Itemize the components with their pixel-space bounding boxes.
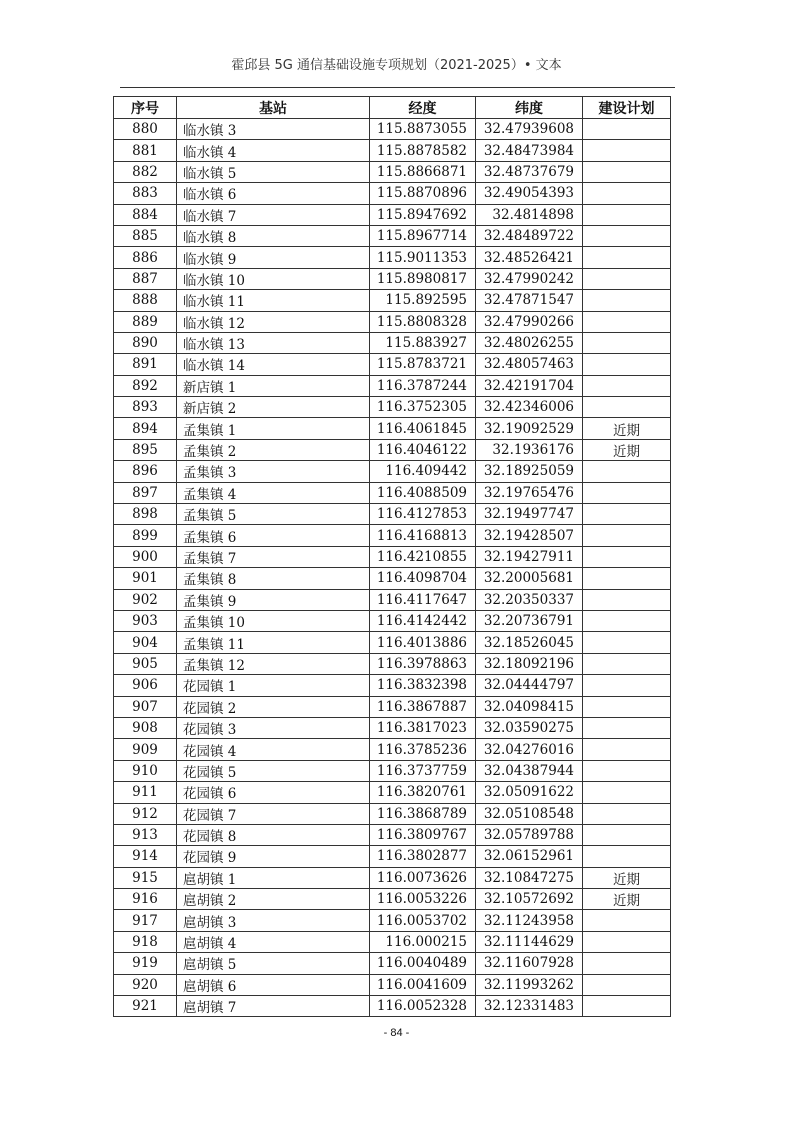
cell-station: 孟集镇 2 — [177, 439, 370, 460]
cell-station: 花园镇 7 — [177, 803, 370, 824]
col-header-longitude: 经度 — [370, 97, 476, 119]
cell-plan — [583, 696, 671, 717]
cell-index: 884 — [114, 204, 177, 225]
table-row — [114, 268, 671, 289]
cell-station: 新店镇 2 — [177, 397, 370, 418]
cell-longitude: 116.4210855 — [370, 546, 476, 567]
cell-station: 花园镇 8 — [177, 824, 370, 845]
table-row — [114, 974, 671, 995]
cell-station: 孟集镇 10 — [177, 610, 370, 631]
table-row — [114, 910, 671, 931]
cell-station: 花园镇 2 — [177, 696, 370, 717]
cell-longitude: 116.0040489 — [370, 953, 476, 974]
cell-latitude: 32.48737679 — [476, 161, 583, 182]
table-row — [114, 418, 671, 439]
cell-plan — [583, 525, 671, 546]
cell-plan — [583, 653, 671, 674]
cell-station: 花园镇 1 — [177, 675, 370, 696]
cell-latitude: 32.19427911 — [476, 546, 583, 567]
cell-plan — [583, 717, 671, 738]
cell-longitude: 116.3820761 — [370, 782, 476, 803]
table-row — [114, 846, 671, 867]
cell-index: 914 — [114, 846, 177, 867]
cell-latitude: 32.19765476 — [476, 482, 583, 503]
table-row — [114, 525, 671, 546]
table-row — [114, 225, 671, 246]
cell-longitude: 116.4046122 — [370, 439, 476, 460]
cell-longitude: 116.0053702 — [370, 910, 476, 931]
col-header-station: 基站 — [177, 97, 370, 119]
cell-plan — [583, 675, 671, 696]
cell-longitude: 116.3787244 — [370, 375, 476, 396]
cell-latitude: 32.1936176 — [476, 439, 583, 460]
cell-plan — [583, 632, 671, 653]
cell-station: 孟集镇 3 — [177, 461, 370, 482]
table-row — [114, 546, 671, 567]
cell-index: 887 — [114, 268, 177, 289]
cell-latitude: 32.11993262 — [476, 974, 583, 995]
cell-plan — [583, 375, 671, 396]
cell-plan — [583, 161, 671, 182]
cell-latitude: 32.05108548 — [476, 803, 583, 824]
cell-index: 908 — [114, 717, 177, 738]
cell-plan — [583, 119, 671, 140]
cell-longitude: 116.3752305 — [370, 397, 476, 418]
cell-plan — [583, 846, 671, 867]
cell-index: 904 — [114, 632, 177, 653]
cell-plan — [583, 140, 671, 161]
cell-index: 881 — [114, 140, 177, 161]
table-row — [114, 867, 671, 888]
cell-station: 临水镇 9 — [177, 247, 370, 268]
cell-latitude: 32.18092196 — [476, 653, 583, 674]
table-row — [114, 931, 671, 952]
cell-longitude: 115.883927 — [370, 332, 476, 353]
col-header-index: 序号 — [114, 97, 177, 119]
cell-station: 临水镇 11 — [177, 290, 370, 311]
table-row — [114, 140, 671, 161]
cell-latitude: 32.47990266 — [476, 311, 583, 332]
page-number: - 84 - — [383, 1027, 410, 1039]
cell-longitude: 116.000215 — [370, 931, 476, 952]
cell-latitude: 32.04387944 — [476, 760, 583, 781]
cell-longitude: 116.4061845 — [370, 418, 476, 439]
table-row — [114, 482, 671, 503]
cell-index: 894 — [114, 418, 177, 439]
cell-index: 919 — [114, 953, 177, 974]
cell-station: 临水镇 14 — [177, 354, 370, 375]
table-row — [114, 889, 671, 910]
cell-longitude: 115.8873055 — [370, 119, 476, 140]
base-station-table — [113, 96, 671, 1017]
cell-station: 新店镇 1 — [177, 375, 370, 396]
table-row — [114, 247, 671, 268]
cell-latitude: 32.11243958 — [476, 910, 583, 931]
table-row — [114, 739, 671, 760]
cell-index: 917 — [114, 910, 177, 931]
table-body — [114, 119, 671, 1017]
cell-latitude: 32.4814898 — [476, 204, 583, 225]
cell-latitude: 32.12331483 — [476, 996, 583, 1017]
cell-longitude: 116.4168813 — [370, 525, 476, 546]
cell-index: 903 — [114, 610, 177, 631]
col-header-plan: 建设计划 — [583, 97, 671, 119]
cell-longitude: 116.3832398 — [370, 675, 476, 696]
cell-longitude: 116.0041609 — [370, 974, 476, 995]
cell-latitude: 32.20005681 — [476, 568, 583, 589]
cell-longitude: 116.3785236 — [370, 739, 476, 760]
cell-plan — [583, 568, 671, 589]
cell-index: 901 — [114, 568, 177, 589]
cell-station: 孟集镇 12 — [177, 653, 370, 674]
cell-index: 913 — [114, 824, 177, 845]
cell-longitude: 116.3809767 — [370, 824, 476, 845]
cell-index: 909 — [114, 739, 177, 760]
cell-latitude: 32.48473984 — [476, 140, 583, 161]
cell-longitude: 116.0053226 — [370, 889, 476, 910]
cell-index: 896 — [114, 461, 177, 482]
table-row — [114, 996, 671, 1017]
cell-plan — [583, 332, 671, 353]
cell-station: 孟集镇 9 — [177, 589, 370, 610]
cell-latitude: 32.48526421 — [476, 247, 583, 268]
cell-station: 花园镇 5 — [177, 760, 370, 781]
cell-station: 孟集镇 1 — [177, 418, 370, 439]
cell-plan — [583, 760, 671, 781]
table-row — [114, 675, 671, 696]
cell-latitude: 32.04276016 — [476, 739, 583, 760]
cell-index: 893 — [114, 397, 177, 418]
cell-latitude: 32.18526045 — [476, 632, 583, 653]
cell-station: 扈胡镇 5 — [177, 953, 370, 974]
cell-index: 891 — [114, 354, 177, 375]
cell-index: 880 — [114, 119, 177, 140]
cell-station: 花园镇 4 — [177, 739, 370, 760]
cell-plan: 近期 — [583, 439, 671, 460]
cell-index: 907 — [114, 696, 177, 717]
table-row — [114, 717, 671, 738]
cell-latitude: 32.10847275 — [476, 867, 583, 888]
table-row — [114, 568, 671, 589]
table-row — [114, 290, 671, 311]
cell-station: 临水镇 8 — [177, 225, 370, 246]
cell-station: 扈胡镇 1 — [177, 867, 370, 888]
cell-plan — [583, 225, 671, 246]
cell-latitude: 32.20350337 — [476, 589, 583, 610]
cell-latitude: 32.19497747 — [476, 504, 583, 525]
cell-longitude: 116.3802877 — [370, 846, 476, 867]
cell-station: 孟集镇 4 — [177, 482, 370, 503]
cell-index: 899 — [114, 525, 177, 546]
cell-plan — [583, 247, 671, 268]
cell-latitude: 32.05789788 — [476, 824, 583, 845]
cell-plan — [583, 589, 671, 610]
cell-station: 临水镇 5 — [177, 161, 370, 182]
cell-longitude: 115.8808328 — [370, 311, 476, 332]
cell-index: 898 — [114, 504, 177, 525]
cell-latitude: 32.47990242 — [476, 268, 583, 289]
cell-plan — [583, 824, 671, 845]
cell-plan — [583, 354, 671, 375]
cell-station: 临水镇 13 — [177, 332, 370, 353]
table-row — [114, 610, 671, 631]
table-row — [114, 953, 671, 974]
cell-longitude: 116.4127853 — [370, 504, 476, 525]
cell-index: 890 — [114, 332, 177, 353]
cell-plan — [583, 204, 671, 225]
cell-plan — [583, 183, 671, 204]
cell-plan — [583, 782, 671, 803]
cell-index: 911 — [114, 782, 177, 803]
table-row — [114, 439, 671, 460]
cell-index: 888 — [114, 290, 177, 311]
cell-longitude: 115.8947692 — [370, 204, 476, 225]
cell-longitude: 116.4117647 — [370, 589, 476, 610]
cell-longitude: 116.0073626 — [370, 867, 476, 888]
cell-plan — [583, 953, 671, 974]
cell-latitude: 32.03590275 — [476, 717, 583, 738]
cell-longitude: 115.8866871 — [370, 161, 476, 182]
cell-latitude: 32.42191704 — [476, 375, 583, 396]
col-header-latitude: 纬度 — [476, 97, 583, 119]
cell-plan — [583, 910, 671, 931]
cell-station: 花园镇 9 — [177, 846, 370, 867]
cell-station: 扈胡镇 3 — [177, 910, 370, 931]
cell-index: 889 — [114, 311, 177, 332]
cell-index: 886 — [114, 247, 177, 268]
cell-longitude: 115.8783721 — [370, 354, 476, 375]
cell-station: 临水镇 3 — [177, 119, 370, 140]
cell-longitude: 115.8878582 — [370, 140, 476, 161]
cell-index: 902 — [114, 589, 177, 610]
cell-longitude: 116.3867887 — [370, 696, 476, 717]
table-row — [114, 183, 671, 204]
cell-longitude: 115.892595 — [370, 290, 476, 311]
cell-plan — [583, 739, 671, 760]
cell-latitude: 32.10572692 — [476, 889, 583, 910]
cell-latitude: 32.20736791 — [476, 610, 583, 631]
table-row — [114, 311, 671, 332]
cell-plan — [583, 931, 671, 952]
cell-index: 918 — [114, 931, 177, 952]
table-row — [114, 119, 671, 140]
cell-longitude: 116.4098704 — [370, 568, 476, 589]
cell-station: 孟集镇 11 — [177, 632, 370, 653]
cell-plan — [583, 311, 671, 332]
cell-index: 921 — [114, 996, 177, 1017]
table-row — [114, 354, 671, 375]
cell-longitude: 116.4013886 — [370, 632, 476, 653]
cell-latitude: 32.11607928 — [476, 953, 583, 974]
running-header: 霍邱县 5G 通信基础设施专项规划（2021-2025）• 文本 — [231, 58, 562, 73]
cell-plan — [583, 290, 671, 311]
cell-plan — [583, 268, 671, 289]
cell-station: 孟集镇 7 — [177, 546, 370, 567]
table-row — [114, 696, 671, 717]
cell-station: 孟集镇 5 — [177, 504, 370, 525]
cell-station: 临水镇 4 — [177, 140, 370, 161]
cell-latitude: 32.49054393 — [476, 183, 583, 204]
cell-station: 孟集镇 6 — [177, 525, 370, 546]
cell-station: 临水镇 7 — [177, 204, 370, 225]
cell-index: 883 — [114, 183, 177, 204]
cell-latitude: 32.47939608 — [476, 119, 583, 140]
cell-longitude: 116.409442 — [370, 461, 476, 482]
cell-station: 临水镇 10 — [177, 268, 370, 289]
cell-plan — [583, 504, 671, 525]
table-row — [114, 504, 671, 525]
cell-longitude: 116.0052328 — [370, 996, 476, 1017]
table-row — [114, 375, 671, 396]
cell-longitude: 116.3737759 — [370, 760, 476, 781]
cell-plan: 近期 — [583, 867, 671, 888]
table-row — [114, 332, 671, 353]
cell-plan — [583, 974, 671, 995]
table-row — [114, 161, 671, 182]
cell-longitude: 115.8870896 — [370, 183, 476, 204]
header-rule — [120, 87, 675, 88]
cell-station: 扈胡镇 6 — [177, 974, 370, 995]
cell-latitude: 32.06152961 — [476, 846, 583, 867]
cell-index: 912 — [114, 803, 177, 824]
cell-plan — [583, 546, 671, 567]
cell-index: 892 — [114, 375, 177, 396]
cell-latitude: 32.19428507 — [476, 525, 583, 546]
cell-longitude: 115.9011353 — [370, 247, 476, 268]
cell-latitude: 32.04098415 — [476, 696, 583, 717]
cell-longitude: 116.3817023 — [370, 717, 476, 738]
cell-latitude: 32.48057463 — [476, 354, 583, 375]
cell-plan — [583, 996, 671, 1017]
cell-station: 花园镇 6 — [177, 782, 370, 803]
cell-index: 895 — [114, 439, 177, 460]
cell-station: 扈胡镇 7 — [177, 996, 370, 1017]
cell-station: 临水镇 12 — [177, 311, 370, 332]
cell-latitude: 32.42346006 — [476, 397, 583, 418]
cell-plan: 近期 — [583, 889, 671, 910]
cell-index: 882 — [114, 161, 177, 182]
table-row — [114, 632, 671, 653]
cell-index: 885 — [114, 225, 177, 246]
table-row — [114, 397, 671, 418]
cell-longitude: 116.3978863 — [370, 653, 476, 674]
table-row — [114, 782, 671, 803]
table-row — [114, 204, 671, 225]
cell-longitude: 116.4088509 — [370, 482, 476, 503]
table-row — [114, 653, 671, 674]
table-row — [114, 760, 671, 781]
table-row — [114, 461, 671, 482]
cell-longitude: 115.8967714 — [370, 225, 476, 246]
cell-plan — [583, 803, 671, 824]
cell-plan — [583, 397, 671, 418]
cell-index: 900 — [114, 546, 177, 567]
cell-latitude: 32.05091622 — [476, 782, 583, 803]
cell-latitude: 32.18925059 — [476, 461, 583, 482]
cell-latitude: 32.19092529 — [476, 418, 583, 439]
table-row — [114, 589, 671, 610]
cell-station: 临水镇 6 — [177, 183, 370, 204]
cell-index: 915 — [114, 867, 177, 888]
cell-plan — [583, 610, 671, 631]
cell-station: 孟集镇 8 — [177, 568, 370, 589]
cell-latitude: 32.11144629 — [476, 931, 583, 952]
cell-latitude: 32.47871547 — [476, 290, 583, 311]
cell-latitude: 32.48026255 — [476, 332, 583, 353]
cell-longitude: 115.8980817 — [370, 268, 476, 289]
cell-index: 916 — [114, 889, 177, 910]
cell-index: 905 — [114, 653, 177, 674]
table-header-row — [114, 97, 671, 119]
cell-index: 906 — [114, 675, 177, 696]
cell-plan — [583, 482, 671, 503]
cell-plan — [583, 461, 671, 482]
cell-longitude: 116.4142442 — [370, 610, 476, 631]
cell-latitude: 32.48489722 — [476, 225, 583, 246]
cell-index: 897 — [114, 482, 177, 503]
cell-station: 扈胡镇 4 — [177, 931, 370, 952]
cell-index: 910 — [114, 760, 177, 781]
cell-index: 920 — [114, 974, 177, 995]
cell-plan: 近期 — [583, 418, 671, 439]
cell-station: 花园镇 3 — [177, 717, 370, 738]
cell-longitude: 116.3868789 — [370, 803, 476, 824]
table-row — [114, 824, 671, 845]
table-row — [114, 803, 671, 824]
cell-latitude: 32.04444797 — [476, 675, 583, 696]
cell-station: 扈胡镇 2 — [177, 889, 370, 910]
